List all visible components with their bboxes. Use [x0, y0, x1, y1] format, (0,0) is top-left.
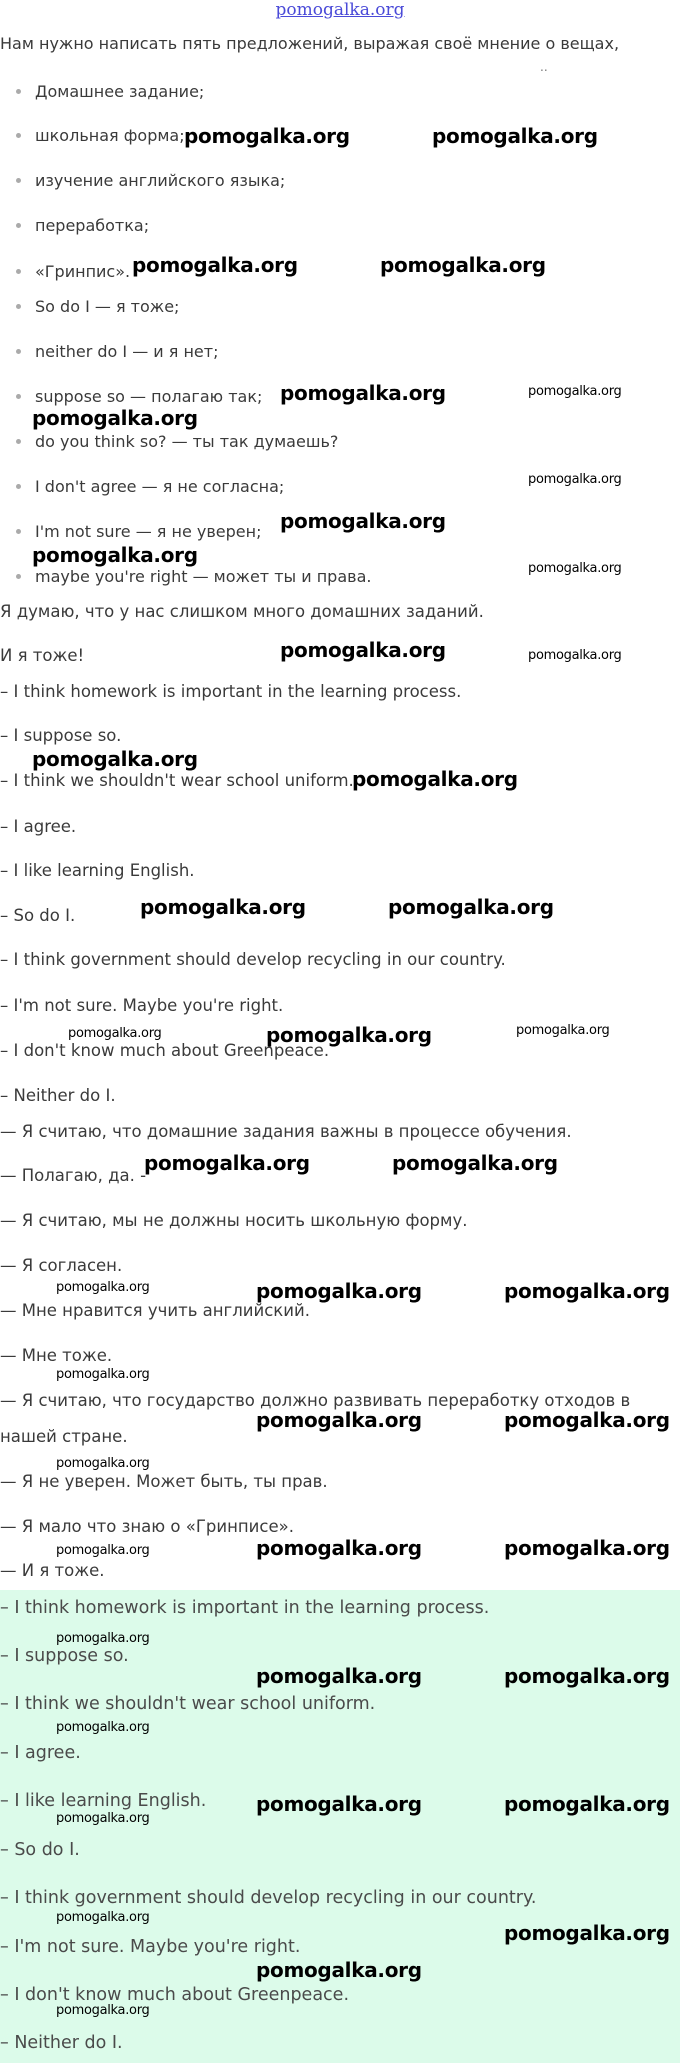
watermark: pomogalka.org: [280, 509, 446, 533]
watermark: pomogalka.org: [32, 406, 198, 430]
watermark: pomogalka.org: [280, 381, 446, 405]
list-item: suppose so — полагаю так;: [16, 387, 262, 406]
watermark: pomogalka.org: [184, 124, 350, 148]
watermark: pomogalka.org: [528, 648, 622, 663]
body-line: И я тоже!: [0, 646, 85, 665]
body-line: – I don't know much about Greenpeace.: [0, 1041, 330, 1060]
watermark: pomogalka.org: [266, 1023, 432, 1047]
body-line: — Я считаю, что домашние задания важны в процессе обучения.: [0, 1122, 572, 1141]
body-line: — Мне тоже.: [0, 1346, 113, 1365]
watermark: pomogalka.org: [392, 1151, 558, 1175]
list-item: «Гринпис».: [16, 262, 130, 281]
watermark: pomogalka.org: [56, 1631, 150, 1646]
body-line: – So do I.: [0, 906, 76, 925]
green-line: – So do I.: [0, 1840, 80, 1860]
bullet-icon: [16, 133, 21, 138]
body-line: — Я считаю, что государство должно развивать переработку отходов в нашей стране.: [0, 1391, 631, 1446]
watermark: pomogalka.org: [256, 1279, 422, 1303]
bullet-icon: [16, 223, 21, 228]
green-line: – I agree.: [0, 1743, 81, 1763]
body-line: – I suppose so.: [0, 726, 122, 745]
watermark: pomogalka.org: [528, 561, 622, 576]
list-item: maybe you're right — может ты и права.: [16, 567, 371, 586]
list-item: школьная форма;: [16, 126, 185, 145]
green-line: – I think homework is important in the learning process.: [0, 1598, 490, 1618]
body-line: – Neither do I.: [0, 1086, 116, 1105]
highlight-block: [0, 1590, 680, 2063]
body-line: — Я мало что знаю о «Гринписе».: [0, 1517, 294, 1536]
watermark: pomogalka.org: [528, 384, 622, 399]
watermark: pomogalka.org: [32, 747, 198, 771]
list-item: So do I — я тоже;: [16, 297, 179, 316]
body-line: — Я согласен.: [0, 1256, 123, 1275]
watermark: pomogalka.org: [528, 472, 622, 487]
green-line: – I'm not sure. Maybe you're right.: [0, 1937, 301, 1957]
body-line: – I think we shouldn't wear school uniform.: [0, 771, 354, 790]
bullet-icon: [16, 304, 21, 309]
watermark: pomogalka.org: [280, 638, 446, 662]
bullet-icon: [16, 269, 21, 274]
watermark: pomogalka.org: [504, 1408, 670, 1432]
ellipsis-mark: ..: [540, 60, 548, 74]
watermark: pomogalka.org: [132, 253, 298, 277]
list-item: Домашнее задание;: [16, 82, 204, 101]
body-line: — Мне нравится учить английский.: [0, 1301, 310, 1320]
site-title[interactable]: pomogalka.org: [275, 0, 405, 20]
green-line: – I suppose so.: [0, 1646, 129, 1666]
body-line: – I'm not sure. Maybe you're right.: [0, 996, 284, 1015]
list-item: I'm not sure — я не уверен;: [16, 522, 262, 541]
watermark: pomogalka.org: [56, 1543, 150, 1558]
body-line: – I think government should develop recycling in our country.: [0, 950, 506, 969]
watermark: pomogalka.org: [388, 895, 554, 919]
watermark: pomogalka.org: [256, 1792, 422, 1816]
watermark: pomogalka.org: [140, 895, 306, 919]
bullet-icon: [16, 178, 21, 183]
body-line: – I think homework is important in the learning process.: [0, 682, 462, 701]
watermark: pomogalka.org: [256, 1664, 422, 1688]
green-line: – Neither do I.: [0, 2033, 123, 2053]
list-item: переработка;: [16, 216, 149, 235]
watermark: pomogalka.org: [504, 1792, 670, 1816]
green-line: – I like learning English.: [0, 1791, 207, 1811]
body-line: — Полагаю, да. -: [0, 1166, 147, 1185]
watermark: pomogalka.org: [516, 1023, 610, 1038]
body-line: – I agree.: [0, 817, 77, 836]
body-line: — Я не уверен. Может быть, ты прав.: [0, 1472, 328, 1491]
watermark: pomogalka.org: [56, 2003, 150, 2018]
watermark: pomogalka.org: [432, 124, 598, 148]
intro-text: Нам нужно написать пять предложений, выражая своё мнение о вещах,: [0, 34, 620, 53]
bullet-icon: [16, 484, 21, 489]
bullet-icon: [16, 439, 21, 444]
watermark: pomogalka.org: [380, 253, 546, 277]
bullet-icon: [16, 89, 21, 94]
green-line: – I think we shouldn't wear school uniform.: [0, 1694, 376, 1714]
list-item: I don't agree — я не согласна;: [16, 477, 284, 496]
green-line: – I think government should develop recycling in our country.: [0, 1888, 537, 1908]
watermark: pomogalka.org: [256, 1958, 422, 1982]
body-line: Я думаю, что у нас слишком много домашних заданий.: [0, 602, 484, 621]
watermark: pomogalka.org: [352, 767, 518, 791]
watermark: pomogalka.org: [256, 1408, 422, 1432]
watermark: pomogalka.org: [56, 1720, 150, 1735]
list-item: neither do I — и я нет;: [16, 342, 218, 361]
bullet-icon: [16, 574, 21, 579]
list-item: do you think so? — ты так думаешь?: [16, 432, 338, 451]
watermark: pomogalka.org: [56, 1910, 150, 1925]
watermark: pomogalka.org: [56, 1456, 150, 1471]
list-item: изучение английского языка;: [16, 171, 285, 190]
watermark: pomogalka.org: [56, 1367, 150, 1382]
body-line: — Я считаю, мы не должны носить школьную форму.: [0, 1211, 468, 1230]
bullet-icon: [16, 349, 21, 354]
watermark: pomogalka.org: [56, 1811, 150, 1826]
watermark: pomogalka.org: [504, 1536, 670, 1560]
watermark: pomogalka.org: [504, 1279, 670, 1303]
body-line: – I like learning English.: [0, 861, 195, 880]
watermark: pomogalka.org: [504, 1921, 670, 1945]
watermark: pomogalka.org: [32, 543, 198, 567]
watermark: pomogalka.org: [504, 1664, 670, 1688]
watermark: pomogalka.org: [144, 1151, 310, 1175]
body-line: — И я тоже.: [0, 1561, 105, 1580]
watermark: pomogalka.org: [56, 1280, 150, 1295]
watermark: pomogalka.org: [68, 1026, 162, 1041]
green-line: – I don't know much about Greenpeace.: [0, 1985, 350, 2005]
bullet-icon: [16, 529, 21, 534]
bullet-icon: [16, 394, 21, 399]
watermark: pomogalka.org: [256, 1536, 422, 1560]
